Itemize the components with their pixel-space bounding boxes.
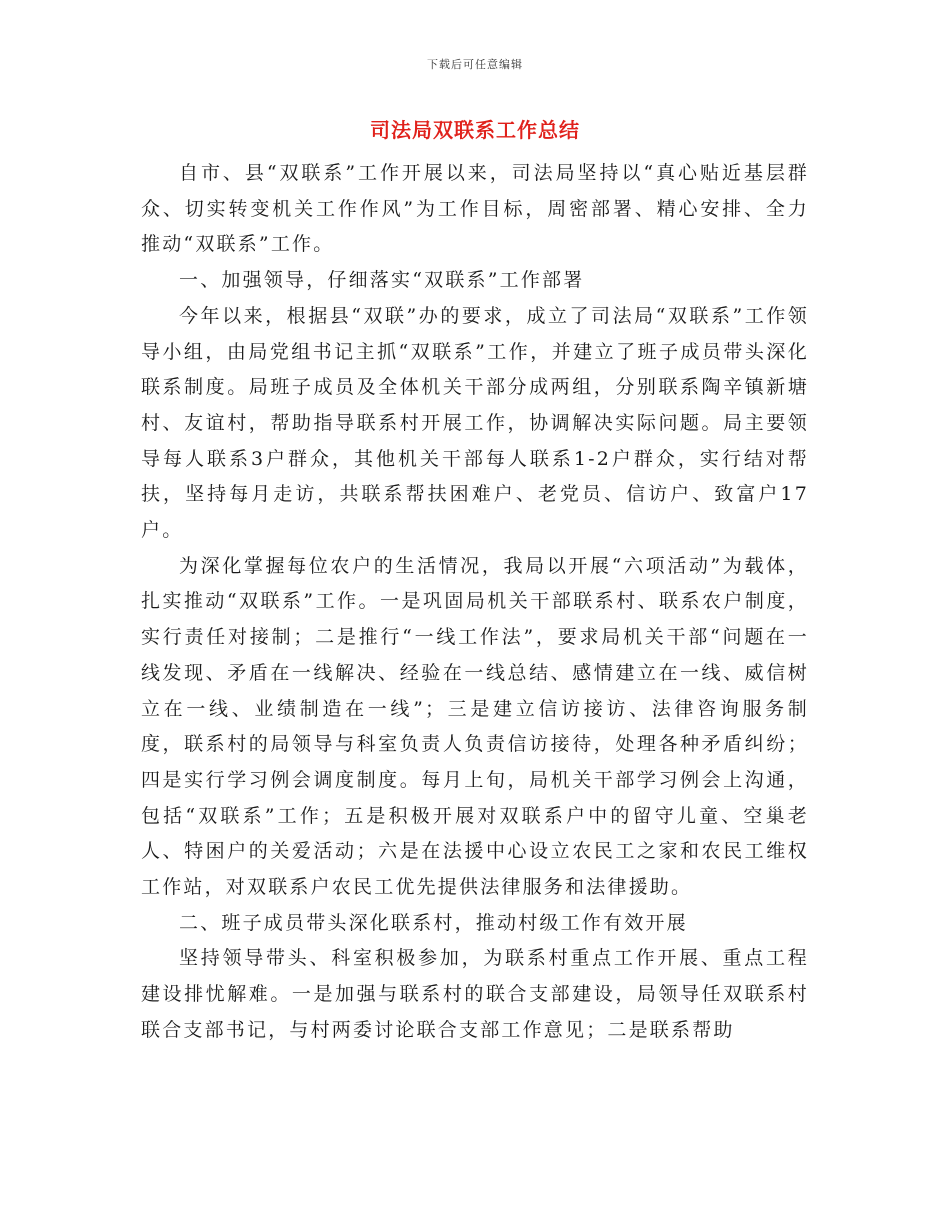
paragraph-six-activities: 为深化掌握每位农户的生活情况，我局以开展“六项活动”为载体，扎实推动“双联系”工作。一是巩固局机关干部联系村、联系农户制度，实行责任对接制；二是推行“一线工作法”，要求局机关干部“问题在一线发现、矛盾在一线解决、经验在一线总结、感情建立在一线、威信树立在一线、业绩制造在一线”；三是建立信访接访、法律咨询服务制度，联系村的局领导与科室负责人负责信访接待，处理各种矛盾纠纷；四是实行学习例会调度制度。每月上旬，局机关干部学习例会上沟通，包括“双联系”工作；五是积极开展对双联系户中的留守儿童、空巢老人、特困户的关爱活动；六是在法援中心设立农民工之家和农民工维权工作站，对双联系户农民工优先提供法律服务和法律援助。	[141, 554, 809, 899]
section-heading-1: 一、加强领导，仔细落实“双联系”工作部署	[179, 269, 585, 292]
paragraph-intro: 自市、县“双联系”工作开展以来，司法局坚持以“真心贴近基层群众、切实转变机关工作作风”为工作目标，周密部署、精心安排、全力推动“双联系”工作。	[141, 162, 809, 256]
paragraph-leadership: 今年以来，根据县“双联”办的要求，成立了司法局“双联系”工作领导小组，由局党组书记主抓“双联系”工作，并建立了班子成员带头深化联系制度。局班子成员及全体机关干部分成两组，分别联系陶辛镇新塘村、友谊村，帮助指导联系村开展工作，协调解决实际问题。局主要领导每人联系3户群众，其他机关干部每人联系1-2户群众，实行结对帮扶，坚持每月走访，共联系帮扶困难户、老党员、信访户、致富户17户。	[141, 304, 809, 542]
paragraph-village-work: 坚持领导带头、科室积极参加，为联系村重点工作开展、重点工程建设排忧解难。一是加强与联系村的联合支部建设，局领导任双联系村联合支部书记，与村两委讨论联合支部工作意见；二是联系帮助	[141, 947, 809, 1041]
document-body	[141, 156, 809, 1049]
section-heading-2: 二、班子成员带头深化联系村，推动村级工作有效开展	[179, 911, 688, 934]
header-note: 下载后可任意编辑	[427, 58, 523, 71]
document-title: 司法局双联系工作总结	[370, 118, 580, 142]
